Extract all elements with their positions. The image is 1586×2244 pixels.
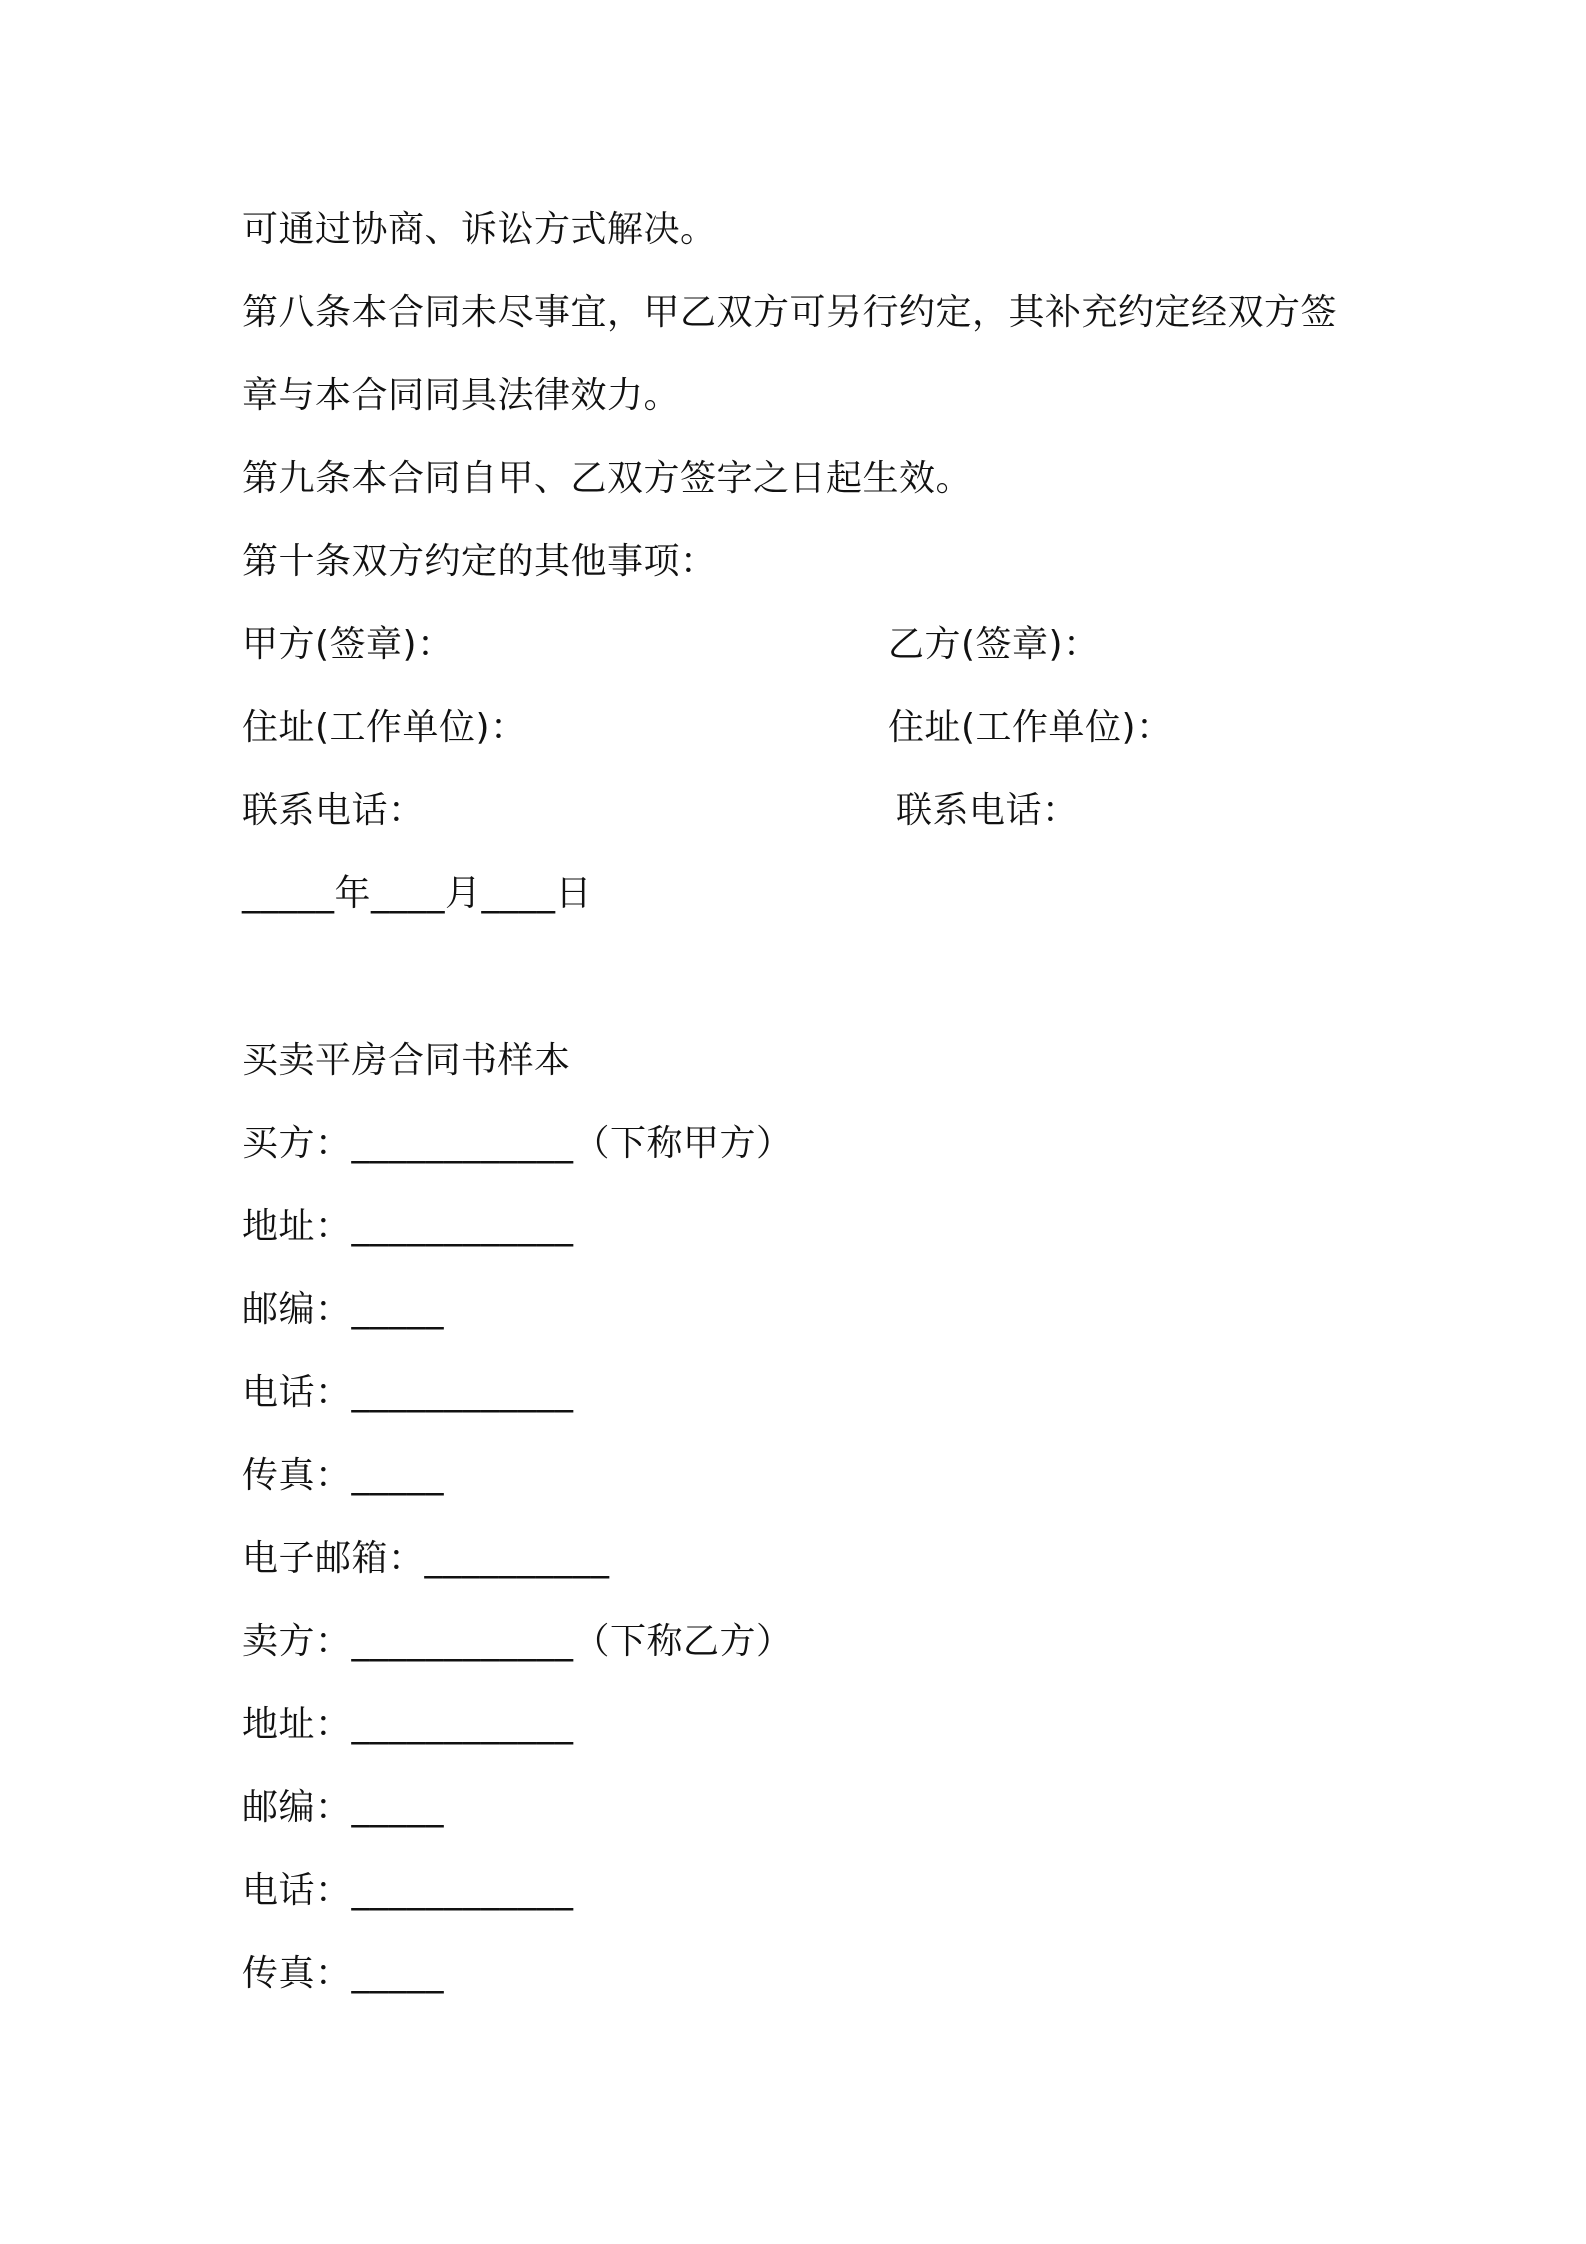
buyer-zip-field: 邮编：_____ [242, 1289, 445, 1330]
buyer-email-field: 电子邮箱：__________ [242, 1538, 610, 1579]
seller-phone-field: 电话：____________ [242, 1870, 574, 1911]
clause-8-line-1: 第八条本合同未尽事宜，甲乙双方可另行约定，其补充约定经双方签 [242, 292, 1338, 333]
clause-10: 第十条双方约定的其他事项： [242, 541, 717, 582]
party-b-phone-label: 联系电话： [896, 790, 1079, 831]
party-a-phone-label: 联系电话： [242, 790, 425, 831]
party-b-sign-label: 乙方(签章)： [888, 624, 1100, 665]
buyer-phone-field: 电话：____________ [242, 1372, 574, 1413]
seller-address-field: 地址：____________ [242, 1704, 574, 1745]
clause-9: 第九条本合同自甲、乙双方签字之日起生效。 [242, 458, 973, 499]
seller-fax-field: 传真：_____ [242, 1953, 445, 1994]
seller-zip-field: 邮编：_____ [242, 1787, 445, 1828]
buyer-address-field: 地址：____________ [242, 1206, 574, 1247]
clause-8-line-2: 章与本合同同具法律效力。 [242, 375, 681, 416]
party-a-sign-label: 甲方(签章)： [242, 624, 454, 665]
party-b-address-label: 住址(工作单位)： [888, 707, 1173, 748]
seller-field: 卖方：____________（下称乙方） [242, 1621, 793, 1662]
buyer-fax-field: 传真：_____ [242, 1455, 445, 1496]
party-a-address-label: 住址(工作单位)： [242, 707, 527, 748]
clause-7-continuation: 可通过协商、诉讼方式解决。 [242, 209, 717, 250]
buyer-field: 买方：____________（下称甲方） [242, 1123, 793, 1164]
sample-title: 买卖平房合同书样本 [242, 1040, 571, 1081]
signing-date: _____年____月____日 [242, 873, 593, 914]
